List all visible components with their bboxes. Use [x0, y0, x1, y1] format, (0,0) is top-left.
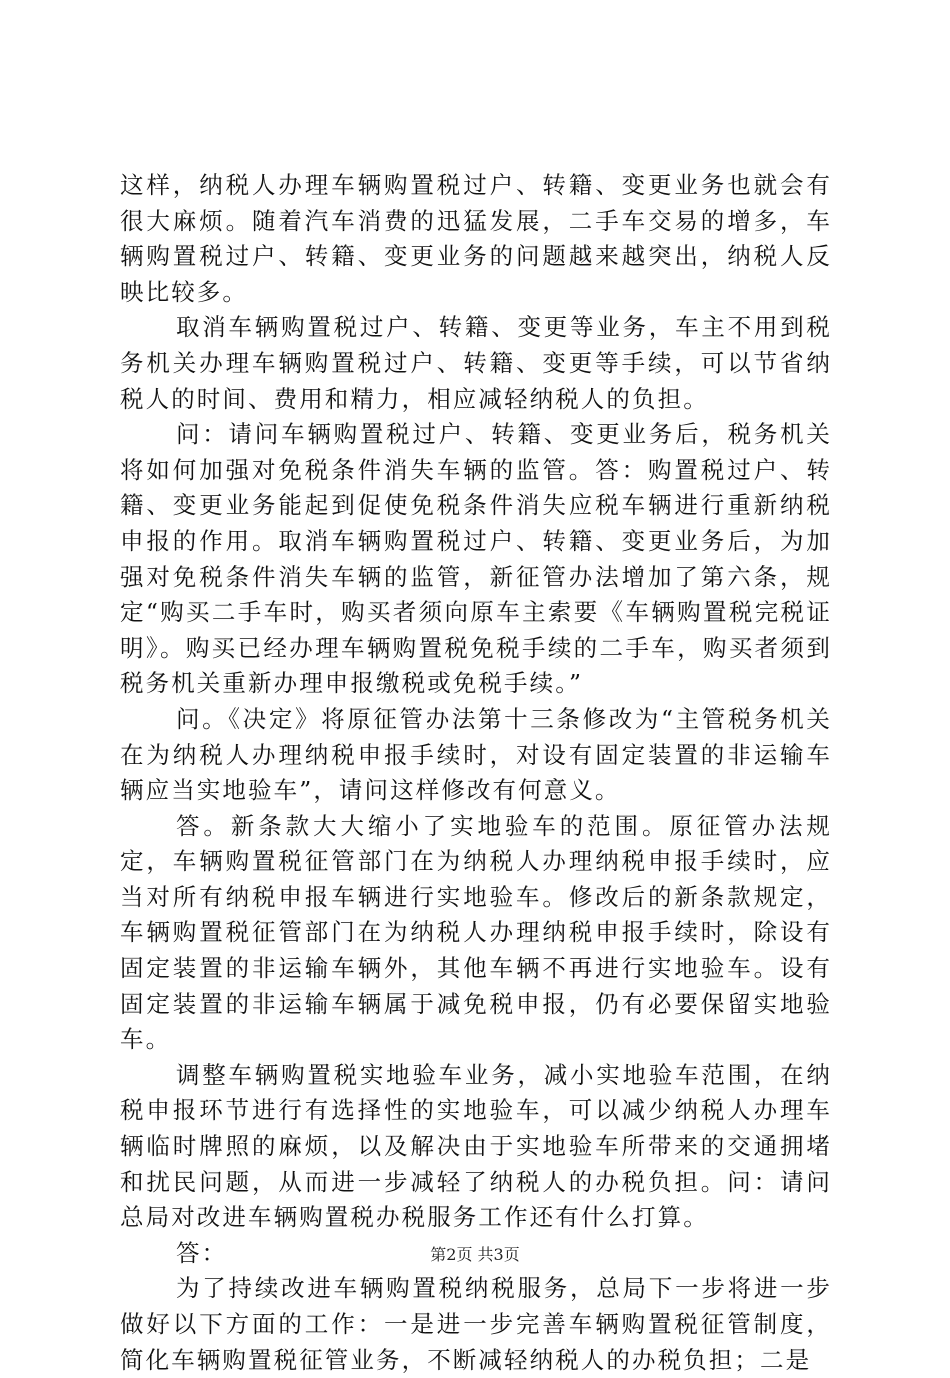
- paragraph-3: 问：请问车辆购置税过户、转籍、变更业务后，税务机关将如何加强对免税条件消失车辆的监管。答：购置税过户、转籍、变更业务能起到促使免税条件消失应税车辆进行重新纳税申报的作用。取消车辆购置税过户、转籍、变更业务后，为加强对免税条件消失车辆的监管，新征管办法增加了第六条，规定“购买二手车时，购买者须向原车主索要《车辆购置税完税证明》。购买已经办理车辆购置税免税手续的二手车，购买者须到税务机关重新办理申报缴税或免税手续。”: [120, 420, 832, 698]
- paragraph-4: 问。《决定》将原征管办法第十三条修改为“主管税务机关在为纳税人办理纳税申报手续时，对设有固定装置的非运输车辆应当实地验车”，请问这样修改有何意义。: [120, 704, 832, 805]
- paragraph-5: 答。新条款大大缩小了实地验车的范围。原征管办法规定，车辆购置税征管部门在为纳税人办理纳税申报手续时，应当对所有纳税申报车辆进行实地验车。修改后的新条款规定，车辆购置税征管部门在为纳税人办理纳税申报手续时，除设有固定装置的非运输车辆外，其他车辆不再进行实地验车。设有固定装置的非运输车辆属于减免税申报，仍有必要保留实地验车。: [120, 811, 832, 1054]
- paragraph-8: 为了持续改进车辆购置税纳税服务，总局下一步将进一步做好以下方面的工作：一是进一步完善车辆购置税征管制度，简化车辆购置税征管业务，不断减轻纳税人的办税负担；二是: [120, 1274, 832, 1374]
- paragraph-2: 取消车辆购置税过户、转籍、变更等业务，车主不用到税务机关办理车辆购置税过户、转籍、变更等手续，可以节省纳税人的时间、费用和精力，相应减轻纳税人的负担。: [120, 313, 832, 413]
- paragraph-1: 这样，纳税人办理车辆购置税过户、转籍、变更业务也就会有很大麻烦。随着汽车消费的迅猛发展，二手车交易的增多，车辆购置税过户、转籍、变更业务的问题越来越突出，纳税人反映比较多。: [120, 171, 832, 306]
- document-body: [120, 168, 832, 1378]
- paragraph-7: 答：: [176, 1238, 228, 1267]
- paragraph-6: 调整车辆购置税实地验车业务，减小实地验车范围，在纳税申报环节进行有选择性的实地验车，可以减少纳税人办理车辆临时牌照的麻烦，以及解决由于实地验车所带来的交通拥堵和扰民问题，从而进一步减轻了纳税人的办税负担。问：请问总局对改进车辆购置税办税服务工作还有什么打算。: [120, 1060, 832, 1232]
- page-footer: 第2页 共3页: [430, 1245, 520, 1264]
